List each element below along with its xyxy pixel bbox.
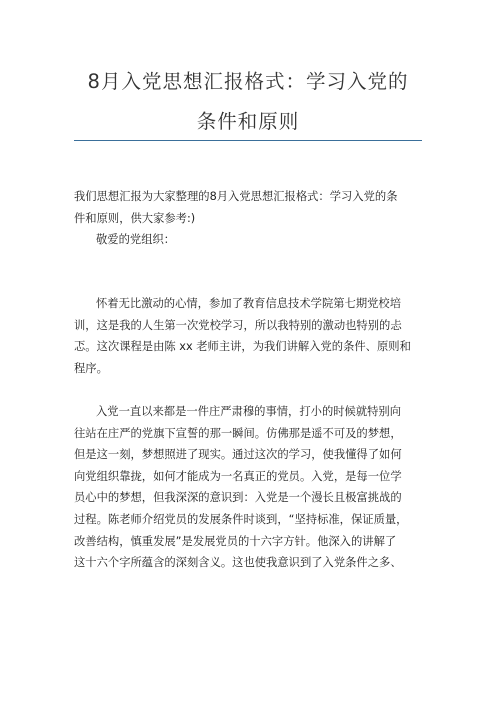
paragraph-1-line-1: 怀着无比激动的心情，参加了教育信息技术学院第七期党校培 <box>96 297 402 310</box>
paragraph-2 <box>74 401 434 574</box>
title-divider <box>74 140 422 141</box>
intro-paragraph <box>74 186 434 251</box>
intro-line-2: 件和原则，供大家参考:) <box>74 211 196 225</box>
paragraph-1-line-3: 忑。这次课程是由陈 xx 老师主讲，为我们讲解入党的条件、原则和 <box>74 340 411 354</box>
paragraph-2-line-1: 入党一直以来都是一件庄严肃穆的事情，打小的时候就特别向 <box>96 405 402 418</box>
paragraph-2-line-7: 改善结构，慎重发展”是发展党员的十六字方针。他深入的讲解了 <box>74 534 397 548</box>
paragraph-1-line-4: 程序。 <box>74 361 108 375</box>
paragraph-2-line-3: 但是这一刻，梦想照进了现实。通过这次的学习，使我懂得了如何 <box>74 448 402 462</box>
paragraph-1 <box>74 293 434 379</box>
paragraph-2-line-8: 这十六个字所蕴含的深刻含义。这也使我意识到了入党条件之多、 <box>74 556 402 570</box>
paragraph-2-line-2: 往站在庄严的党旗下宣誓的那一瞬间。仿佛那是遥不可及的梦想， <box>74 426 402 440</box>
paragraph-1-line-2: 训，这是我的人生第一次党校学习，所以我特别的激动也特别的忐 <box>74 318 402 332</box>
salutation: 敬爱的党组织： <box>96 233 176 247</box>
document-title-line-1: 8月入党思想汇报格式：学习入党的 <box>87 70 409 93</box>
document-title-line-2: 条件和原则 <box>196 110 300 133</box>
paragraph-2-line-5: 员心中的梦想，但我深深的意识到：入党是一个漫长且极富挑战的 <box>74 491 402 505</box>
paragraph-2-line-4: 向党组织靠拢，如何才能成为一名真正的党员。入党，是每一位学 <box>74 469 402 483</box>
paragraph-2-line-6: 过程。陈老师介绍党员的发展条件时谈到，“坚持标准，保证质量， <box>74 512 408 526</box>
intro-line-1: 我们思想汇报为大家整理的8月入党思想汇报格式：学习入党的条 <box>74 190 398 203</box>
